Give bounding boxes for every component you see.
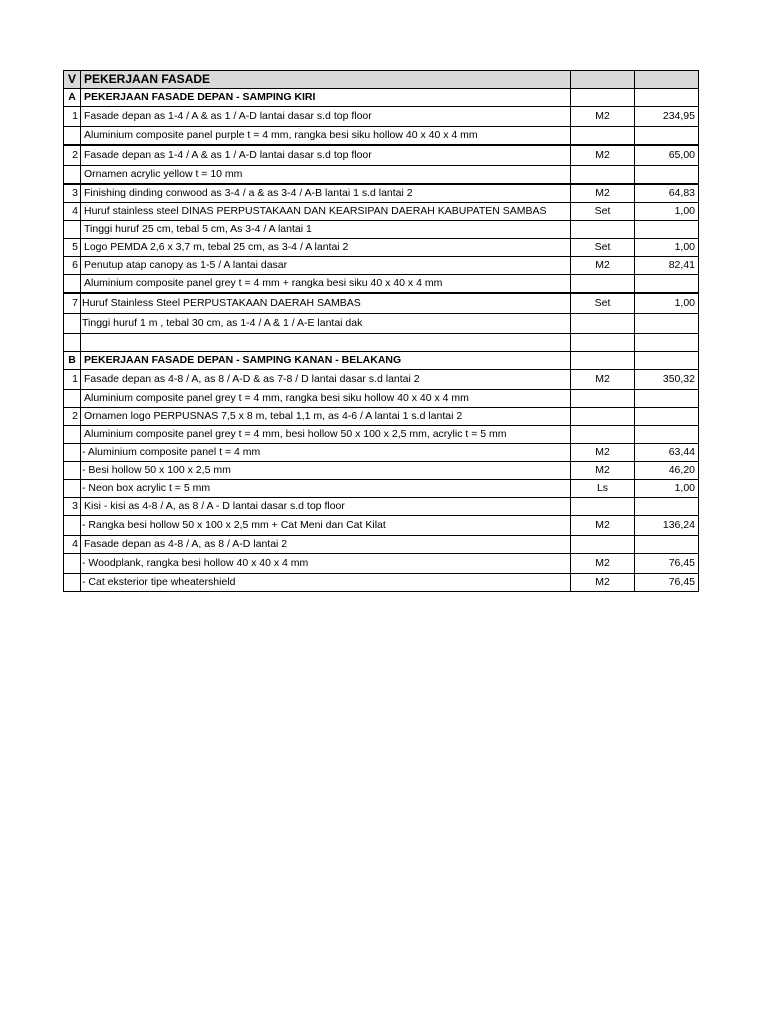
header-quantity	[635, 71, 699, 89]
row-unit: M2	[571, 107, 635, 127]
row-quantity	[635, 314, 699, 334]
row-unit	[571, 408, 635, 426]
row-number: 6	[64, 257, 81, 275]
row-description: PEKERJAAN FASADE DEPAN - SAMPING KANAN - BELAKANG	[81, 352, 571, 370]
header-number: V	[64, 71, 81, 89]
row-number: 4	[64, 203, 81, 221]
row-number: 3	[64, 184, 81, 203]
row-unit: Ls	[571, 480, 635, 498]
row-number	[64, 334, 81, 352]
row-description: Fasade depan as 1-4 / A & as 1 / A-D lantai dasar s.d top floor	[81, 145, 571, 166]
row-description: Aluminium composite panel grey t = 4 mm, rangka besi siku hollow 40 x 40 x 4 mm	[81, 390, 571, 408]
table-row	[64, 554, 699, 574]
row-number: 5	[64, 239, 81, 257]
row-quantity	[635, 498, 699, 516]
row-unit	[571, 127, 635, 146]
row-description: PEKERJAAN FASADE DEPAN - SAMPING KIRI	[81, 89, 571, 107]
table-row	[64, 480, 699, 498]
row-unit	[571, 221, 635, 239]
row-unit	[571, 275, 635, 294]
row-quantity: 234,95	[635, 107, 699, 127]
table-row	[64, 408, 699, 426]
row-quantity	[635, 166, 699, 185]
row-quantity: 46,20	[635, 462, 699, 480]
row-quantity: 1,00	[635, 203, 699, 221]
row-number: 2	[64, 408, 81, 426]
row-quantity: 76,45	[635, 554, 699, 574]
table-row	[64, 444, 699, 462]
row-quantity	[635, 536, 699, 554]
row-quantity	[635, 127, 699, 146]
row-number: A	[64, 89, 81, 107]
row-number	[64, 166, 81, 185]
row-description: - Besi hollow 50 x 100 x 2,5 mm	[81, 462, 571, 480]
row-number	[64, 574, 81, 592]
row-quantity: 1,00	[635, 239, 699, 257]
row-quantity: 63,44	[635, 444, 699, 462]
row-number: 2	[64, 145, 81, 166]
row-unit: M2	[571, 184, 635, 203]
row-quantity	[635, 352, 699, 370]
row-number	[64, 444, 81, 462]
row-unit	[571, 166, 635, 185]
row-number: 4	[64, 536, 81, 554]
row-unit: Set	[571, 239, 635, 257]
row-unit: M2	[571, 516, 635, 536]
row-unit	[571, 426, 635, 444]
work-items-table	[63, 70, 699, 592]
table-row	[64, 221, 699, 239]
row-quantity: 64,83	[635, 184, 699, 203]
row-quantity: 1,00	[635, 480, 699, 498]
row-quantity	[635, 426, 699, 444]
table-row	[64, 239, 699, 257]
row-quantity	[635, 390, 699, 408]
row-unit: M2	[571, 554, 635, 574]
row-number: 1	[64, 370, 81, 390]
row-number	[64, 314, 81, 334]
row-description: - Neon box acrylic t = 5 mm	[81, 480, 571, 498]
row-unit: Set	[571, 293, 635, 314]
row-quantity: 136,24	[635, 516, 699, 536]
row-unit	[571, 352, 635, 370]
table-row	[64, 275, 699, 294]
row-description: Kisi - kisi as 4-8 / A, as 8 / A - D lantai dasar s.d top floor	[81, 498, 571, 516]
table-row	[64, 314, 699, 334]
row-description: - Aluminium composite panel t = 4 mm	[81, 444, 571, 462]
table-row	[64, 390, 699, 408]
table-body	[64, 71, 699, 592]
row-number	[64, 221, 81, 239]
row-quantity: 1,00	[635, 293, 699, 314]
row-number: 7	[64, 293, 81, 314]
row-unit	[571, 314, 635, 334]
row-description: Aluminium composite panel grey t = 4 mm, besi hollow 50 x 100 x 2,5 mm, acrylic t = 5 mm	[81, 426, 571, 444]
row-description: Tinggi huruf 1 m , tebal 30 cm, as 1-4 / A & 1 / A-E lantai dak	[81, 314, 571, 334]
row-unit	[571, 536, 635, 554]
table-row	[64, 166, 699, 185]
header-unit	[571, 71, 635, 89]
row-unit: M2	[571, 444, 635, 462]
row-number	[64, 480, 81, 498]
table-row	[64, 107, 699, 127]
row-description: Ornamen acrylic yellow t = 10 mm	[81, 166, 571, 185]
row-description: Finishing dinding conwood as 3-4 / a & as 3-4 / A-B lantai 1 s.d lantai 2	[81, 184, 571, 203]
row-description: Huruf stainless steel DINAS PERPUSTAKAAN DAN KEARSIPAN DAERAH KABUPATEN SAMBAS	[81, 203, 571, 221]
row-description	[81, 334, 571, 352]
row-quantity: 350,32	[635, 370, 699, 390]
table-row	[64, 536, 699, 554]
row-description: - Woodplank, rangka besi hollow 40 x 40 x 4 mm	[81, 554, 571, 574]
table-row	[64, 426, 699, 444]
table-row	[64, 127, 699, 146]
header-title: PEKERJAAN FASADE	[81, 71, 571, 89]
section-row	[64, 89, 699, 107]
row-unit	[571, 390, 635, 408]
row-number: B	[64, 352, 81, 370]
row-number: 1	[64, 107, 81, 127]
row-unit	[571, 498, 635, 516]
row-description: Ornamen logo PERPUSNAS 7,5 x 8 m, tebal 1,1 m, as 4-6 / A lantai 1 s.d lantai 2	[81, 408, 571, 426]
row-quantity	[635, 334, 699, 352]
row-description: Huruf Stainless Steel PERPUSTAKAAN DAERAH SAMBAS	[81, 293, 571, 314]
row-unit: M2	[571, 257, 635, 275]
table-row	[64, 516, 699, 536]
table-row	[64, 257, 699, 275]
table-row	[64, 145, 699, 166]
row-description: Logo PEMDA 2,6 x 3,7 m, tebal 25 cm, as 3-4 / A lantai 2	[81, 239, 571, 257]
row-description: Fasade depan as 4-8 / A, as 8 / A-D lantai 2	[81, 536, 571, 554]
table-row	[64, 293, 699, 314]
row-quantity: 82,41	[635, 257, 699, 275]
row-quantity	[635, 221, 699, 239]
row-description: - Cat eksterior tipe wheatershield	[81, 574, 571, 592]
row-number	[64, 516, 81, 536]
table-header-row	[64, 71, 699, 89]
row-number	[64, 275, 81, 294]
row-description: Tinggi huruf 25 cm, tebal 5 cm, As 3-4 / A lantai 1	[81, 221, 571, 239]
section-row	[64, 352, 699, 370]
row-unit: M2	[571, 145, 635, 166]
row-number: 3	[64, 498, 81, 516]
row-quantity	[635, 275, 699, 294]
row-unit: M2	[571, 574, 635, 592]
row-description: Penutup atap canopy as 1-5 / A lantai dasar	[81, 257, 571, 275]
row-number	[64, 554, 81, 574]
row-description: Aluminium composite panel grey t = 4 mm + rangka besi siku 40 x 40 x 4 mm	[81, 275, 571, 294]
row-number	[64, 127, 81, 146]
table-row	[64, 184, 699, 203]
table-row	[64, 498, 699, 516]
row-quantity	[635, 89, 699, 107]
table-row	[64, 574, 699, 592]
row-unit: M2	[571, 462, 635, 480]
row-number	[64, 462, 81, 480]
blank-row	[64, 334, 699, 352]
row-unit: M2	[571, 370, 635, 390]
table-row	[64, 370, 699, 390]
row-number	[64, 390, 81, 408]
row-quantity: 65,00	[635, 145, 699, 166]
row-description: Fasade depan as 4-8 / A, as 8 / A-D & as 7-8 / D lantai dasar s.d lantai 2	[81, 370, 571, 390]
row-description: - Rangka besi hollow 50 x 100 x 2,5 mm + Cat Meni dan Cat Kilat	[81, 516, 571, 536]
row-description: Aluminium composite panel purple t = 4 mm, rangka besi siku hollow 40 x 40 x 4 mm	[81, 127, 571, 146]
row-unit	[571, 334, 635, 352]
row-quantity	[635, 408, 699, 426]
row-unit: Set	[571, 203, 635, 221]
table-row	[64, 462, 699, 480]
row-description: Fasade depan as 1-4 / A & as 1 / A-D lantai dasar s.d top floor	[81, 107, 571, 127]
row-unit	[571, 89, 635, 107]
row-quantity: 76,45	[635, 574, 699, 592]
table-row	[64, 203, 699, 221]
row-number	[64, 426, 81, 444]
